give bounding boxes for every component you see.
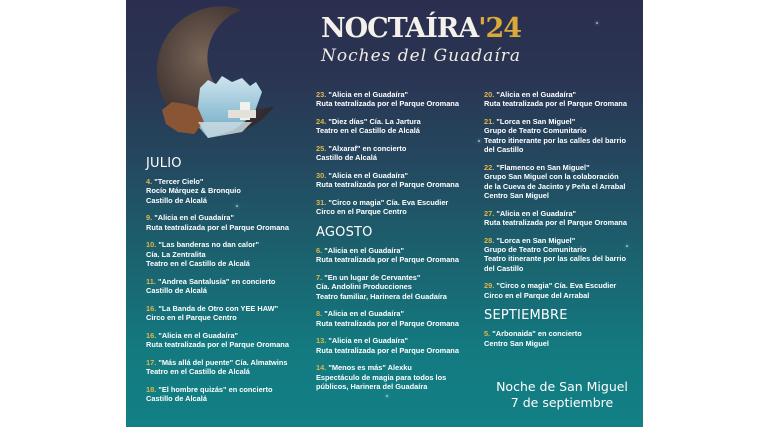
event-title: "Alicia en el Guadaíra": [158, 330, 239, 340]
event-item: [146, 358, 306, 377]
event-venue: Circo en el Parque Centro: [146, 313, 237, 323]
event-item: [316, 273, 481, 301]
column-july: [146, 156, 306, 412]
event-venue: Teatro familiar, Harinera del Guadaíra: [316, 291, 447, 301]
event-title: "En un lugar de Cervantes": [324, 273, 421, 282]
crescent-moon-illustration: [142, 6, 278, 142]
event-venue: Ruta teatralizada por el Parque Oromana: [484, 99, 627, 109]
event-date: 20.: [484, 90, 495, 99]
event-venue: Centro San Miguel: [484, 191, 549, 201]
month-heading-september: SEPTIEMBRE: [484, 308, 568, 324]
event-venue: Ruta teatralizada por el Parque Oromana: [316, 255, 459, 265]
event-venue: Teatro en el Castillo de Alcalá: [146, 367, 250, 377]
event-date: 11.: [146, 276, 156, 286]
event-item: [316, 171, 481, 190]
column-august-september: [484, 90, 643, 356]
event-title: "Circo o magia" Cía. Eva Escudier: [496, 281, 617, 291]
event-title: "Alicia en el Guadaíra": [154, 213, 234, 223]
event-date: 22.: [484, 162, 495, 172]
month-heading-august: AGOSTO: [316, 225, 373, 240]
brand-name: NOCTAÍRA: [320, 13, 479, 44]
special-event-date: 7 de septiembre: [510, 395, 614, 410]
event-title: "Lorca en San Miguel": [496, 117, 576, 126]
event-venue: públicos, Harinera del Guadaíra: [316, 382, 428, 392]
event-venue: Ruta teatralizada por el Parque Oromana: [146, 340, 289, 350]
event-date: 5.: [484, 329, 491, 339]
event-venue: Ruta teatralizada por el Parque Oromana: [146, 222, 289, 232]
special-event-banner: [482, 379, 642, 411]
event-item: [484, 281, 643, 300]
event-title: "Las banderas no dan calor": [158, 240, 259, 250]
event-item: [146, 385, 306, 404]
event-item: [484, 90, 643, 109]
event-title: "Alicia en el Guadaíra": [328, 171, 409, 180]
event-detail: de la Cueva de Jacinto y Peña el Arrabal: [484, 181, 626, 191]
brand-year: '24: [478, 13, 522, 44]
event-date: 27.: [484, 208, 495, 218]
event-date: 9.: [146, 213, 153, 223]
event-date: 16.: [146, 330, 157, 340]
event-title: "Menos es más" Alexku: [328, 363, 412, 373]
event-date: 8.: [316, 309, 323, 319]
event-item: [316, 90, 481, 109]
event-item: [146, 331, 306, 350]
event-date: 30.: [316, 171, 327, 180]
brand-logo: [316, 14, 526, 44]
event-title: "Flamenco en San Miguel": [496, 162, 590, 172]
event-detail: Rocío Márquez & Bronquio: [146, 186, 241, 196]
event-item: [316, 309, 481, 328]
event-title: "Lorca en San Miguel": [496, 235, 576, 245]
event-item: [484, 117, 643, 155]
festival-subtitle: Noches del Guadaíra: [321, 46, 521, 66]
event-title: "La Banda de Otro con YEE HAW": [158, 303, 279, 313]
event-poster: [126, 0, 643, 427]
event-date: 21.: [484, 117, 495, 126]
event-title: "Alicia en el Guadaíra": [328, 90, 409, 99]
event-title: "Andrea Santalusía" en concierto: [157, 276, 276, 286]
event-title: "Circo o magia" Cía. Eva Escudier: [328, 198, 449, 207]
event-venue: Ruta teatralizada por el Parque Oromana: [316, 318, 459, 328]
event-detail: Cía. La Zentralita: [146, 249, 206, 259]
event-date: 25.: [316, 144, 327, 153]
event-detail: Teatro itinerante por las calles del barrio: [484, 135, 626, 145]
event-item: [146, 240, 306, 268]
event-item: [484, 209, 643, 228]
event-detail: Cía. Andolini Producciones: [316, 282, 412, 292]
event-date: 18.: [146, 384, 157, 394]
festival-title: [316, 14, 526, 66]
event-title: "Diez días" Cía. La Jartura: [328, 117, 421, 126]
event-item: [316, 117, 481, 136]
event-item: [146, 277, 306, 296]
event-date: 24.: [316, 117, 327, 126]
event-venue: Castillo de Alcalá: [146, 394, 207, 404]
event-detail: Grupo de Teatro Comunitario: [484, 245, 587, 255]
event-item: [316, 198, 481, 217]
event-venue: Teatro en el Castillo de Alcalá: [316, 126, 420, 136]
event-date: 23.: [316, 90, 327, 99]
event-venue: Ruta teatralizada por el Parque Oromana: [316, 180, 459, 190]
event-title: "Alicia en el Guadaíra": [328, 336, 409, 346]
event-venue: Castillo de Alcalá: [146, 286, 207, 296]
event-title: "Arbonaida" en concierto: [492, 329, 582, 339]
event-date: 14.: [316, 363, 327, 373]
event-item: [316, 246, 481, 265]
event-date: 6.: [316, 246, 323, 255]
event-title: "Alicia en el Guadaíra": [496, 208, 577, 218]
event-title: "Alicia en el Guadaíra": [324, 246, 404, 255]
event-item: [316, 363, 481, 391]
event-detail: Grupo San Miguel con la colaboración: [484, 172, 619, 182]
event-title: "El hombre quizás" en concierto: [158, 384, 273, 394]
event-date: 17.: [146, 357, 157, 367]
star-decoration: [596, 22, 598, 24]
event-item: [484, 236, 643, 274]
event-item: [316, 144, 481, 163]
column-july-august: [316, 90, 481, 400]
event-date: 13.: [316, 336, 327, 346]
event-venue: Ruta teatralizada por el Parque Oromana: [484, 218, 627, 228]
event-title: "Alicia en el Guadaíra": [496, 90, 577, 99]
event-venue: Centro San Miguel: [484, 338, 549, 348]
event-date: 7.: [316, 273, 323, 282]
event-date: 4.: [146, 177, 153, 186]
event-venue: Ruta teatralizada por el Parque Oromana: [316, 345, 459, 355]
event-title: "Más allá del puente" Cía. Almatwins: [158, 357, 288, 367]
special-event-name: Noche de San Miguel: [496, 379, 628, 394]
event-venue: Circo en el Parque del Arrabal: [484, 290, 590, 300]
event-item: [146, 177, 306, 205]
event-venue: Castillo de Alcalá: [146, 195, 207, 205]
event-detail: Grupo de Teatro Comunitario: [484, 126, 587, 136]
event-title: "Tercer Cielo": [154, 177, 204, 186]
event-venue: Circo en el Parque Centro: [316, 207, 407, 217]
event-title: "Alxaraf" en concierto: [328, 144, 407, 153]
event-date: 31.: [316, 198, 327, 207]
event-detail: Espectáculo de magia para todos los: [316, 372, 447, 382]
event-item: [484, 329, 643, 348]
event-item: [484, 163, 643, 201]
event-date: 16.: [146, 303, 157, 313]
event-detail: Teatro itinerante por las calles del barrio: [484, 254, 626, 264]
event-item: [146, 213, 306, 232]
event-title: "Alicia en el Guadaíra": [324, 309, 404, 319]
event-venue: Teatro en el Castillo de Alcalá: [146, 259, 250, 269]
event-venue: del Castillo: [484, 263, 524, 273]
event-date: 10.: [146, 240, 157, 250]
event-venue: del Castillo: [484, 145, 524, 155]
event-date: 28.: [484, 235, 495, 245]
event-item: [146, 304, 306, 323]
month-heading-july: JULIO: [146, 156, 182, 171]
event-date: 29.: [484, 281, 495, 291]
event-venue: Ruta teatralizada por el Parque Oromana: [316, 99, 459, 109]
event-item: [316, 336, 481, 355]
event-venue: Castillo de Alcalá: [316, 153, 377, 163]
